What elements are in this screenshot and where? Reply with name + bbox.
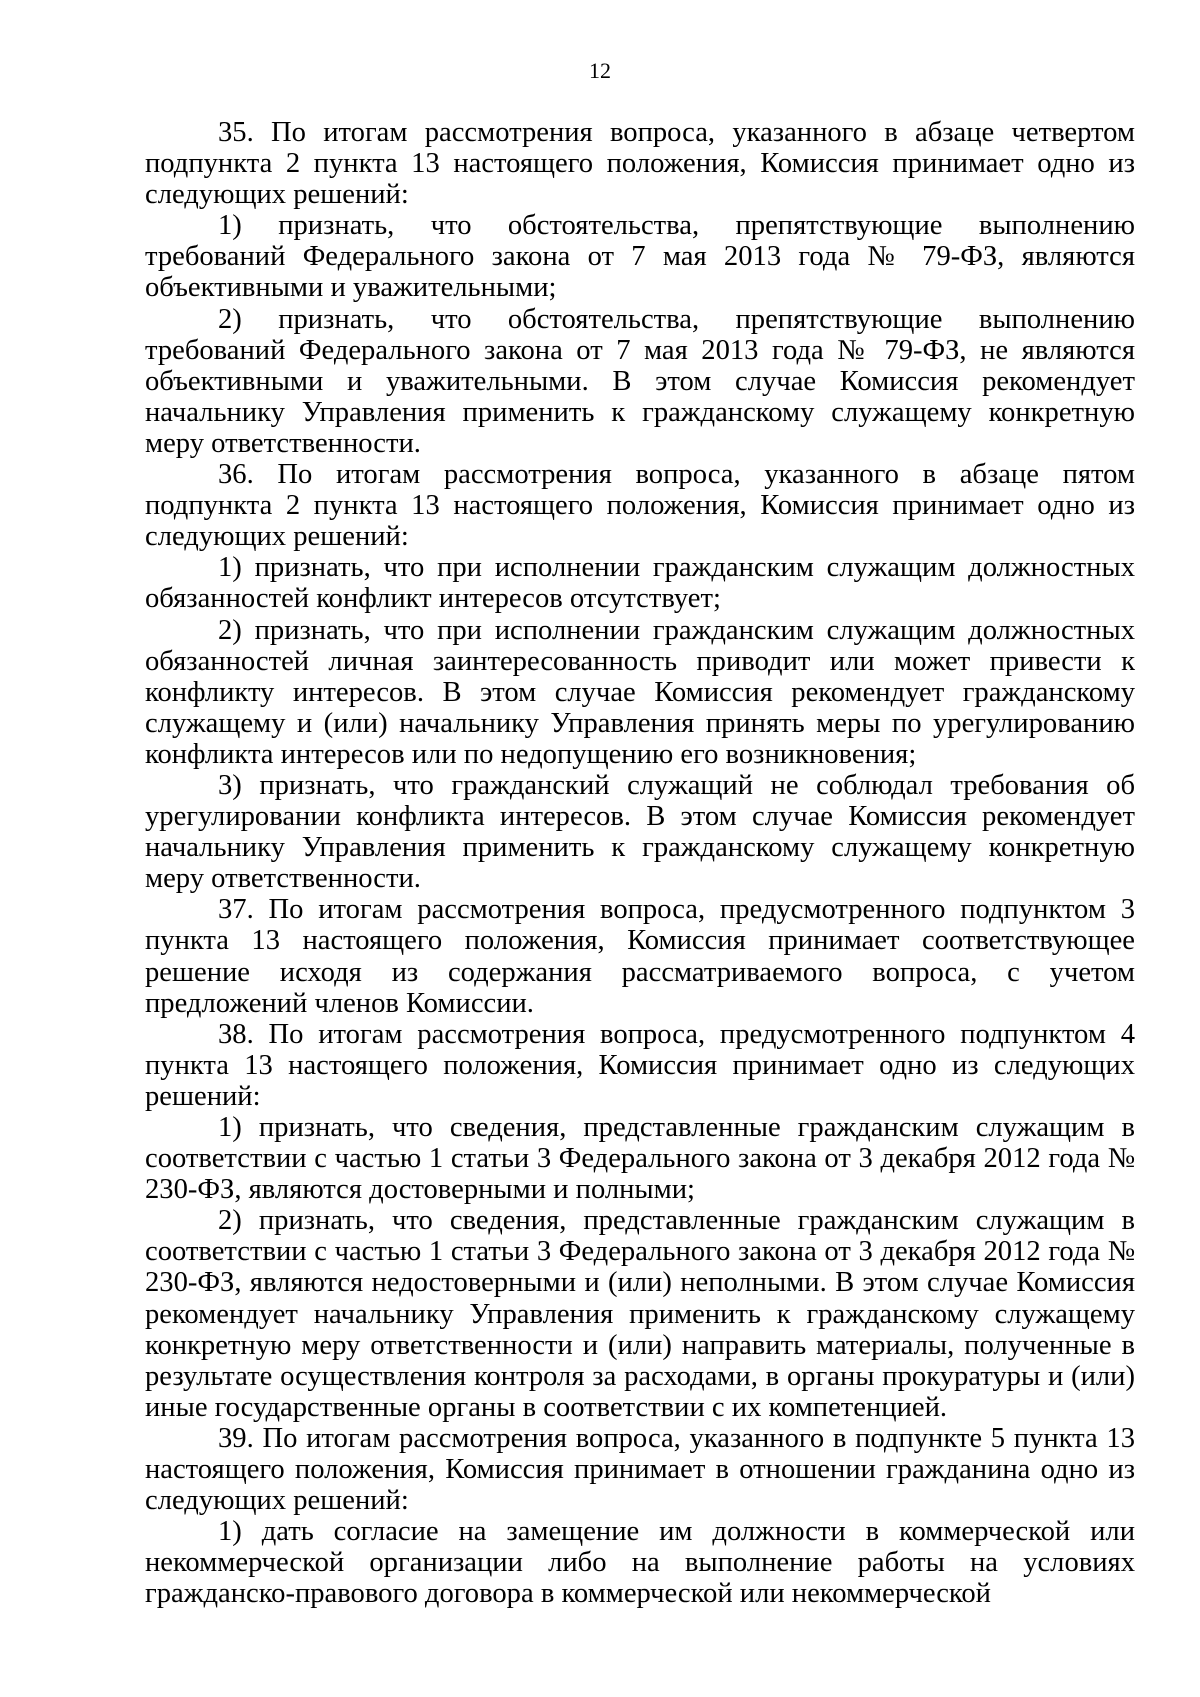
page-number: 12 — [589, 58, 611, 83]
paragraph-35: 35. По итогам рассмотрения вопроса, указанного в абзаце четвертом подпункта 2 пункта 13 настоящего положения, Комиссия принимает одно из следующих решений: — [145, 117, 1135, 211]
paragraph-36-item-1: 1) признать, что при исполнении гражданским служащим должностных обязанностей конфликт интересов отсутствует; — [145, 552, 1135, 615]
paragraph-39: 39. По итогам рассмотрения вопроса, указанного в подпункте 5 пункта 13 настоящего положения, Комиссия принимает в отношении гражданина одно из следующих решений: — [145, 1422, 1135, 1517]
document-body — [145, 117, 1135, 1610]
paragraph-39-item-1: 1) дать согласие на замещение им должности в коммерческой или некоммерческой организации либо на выполнение работы на условиях гражданско-правового договора в коммерческой или некоммерческой — [145, 1516, 1135, 1610]
paragraph-35-item-2: 2) признать, что обстоятельства, препятствующие выполнению требований Федерального закона от 7 мая 2013 года № 79-ФЗ, не являются объективными и уважительными. В этом случае Комиссия рекомендует начальнику Управления применить к гражданскому служащему конкретную меру ответственности. — [145, 303, 1135, 459]
paragraph-38-item-2: 2) признать, что сведения, представленные гражданским служащим в соответствии с частью 1 статьи 3 Федерального закона от 3 декабря 2012 года № 230-ФЗ, являются недостоверными и (или) неполными. В этом случае Комиссия рекомендует начальнику Управления применить к гражданскому служащему конкретную меру ответственности и (или) направить материалы, полученные в результате осуществления контроля за расходами, в органы прокуратуры и (или) иные государственные органы в соответствии с их компетенцией. — [145, 1205, 1135, 1423]
paragraph-38: 38. По итогам рассмотрения вопроса, предусмотренного подпунктом 4 пункта 13 настоящего положения, Комиссия принимает одно из следующих решений: — [145, 1018, 1135, 1112]
paragraph-35-item-1: 1) признать, что обстоятельства, препятствующие выполнению требований Федерального закона от 7 мая 2013 года № 79-ФЗ, являются объективными и уважительными; — [145, 210, 1135, 304]
paragraph-37: 37. По итогам рассмотрения вопроса, предусмотренного подпунктом 3 пункта 13 настоящего положения, Комиссия принимает соответствующее решение исходя из содержания рассматриваемого вопроса, с учетом предложений членов Комиссии. — [145, 894, 1135, 1019]
paragraph-36-item-2: 2) признать, что при исполнении гражданским служащим должностных обязанностей личная заинтересованность приводит или может привести к конфликту интересов. В этом случае Комиссия рекомендует гражданскому служащему и (или) начальнику Управления принять меры по урегулированию конфликта интересов или по недопущению его возникновения; — [145, 614, 1135, 770]
paragraph-36-item-3: 3) признать, что гражданский служащий не соблюдал требования об урегулировании конфликта интересов. В этом случае Комиссия рекомендует начальнику Управления применить к гражданскому служащему конкретную меру ответственности. — [145, 769, 1135, 895]
paragraph-36: 36. По итогам рассмотрения вопроса, указанного в абзаце пятом подпункта 2 пункта 13 настоящего положения, Комиссия принимает одно из следующих решений: — [145, 459, 1135, 553]
paragraph-38-item-1: 1) признать, что сведения, представленные гражданским служащим в соответствии с частью 1 статьи 3 Федерального закона от 3 декабря 2012 года № 230-ФЗ, являются достоверными и полными; — [145, 1112, 1135, 1206]
